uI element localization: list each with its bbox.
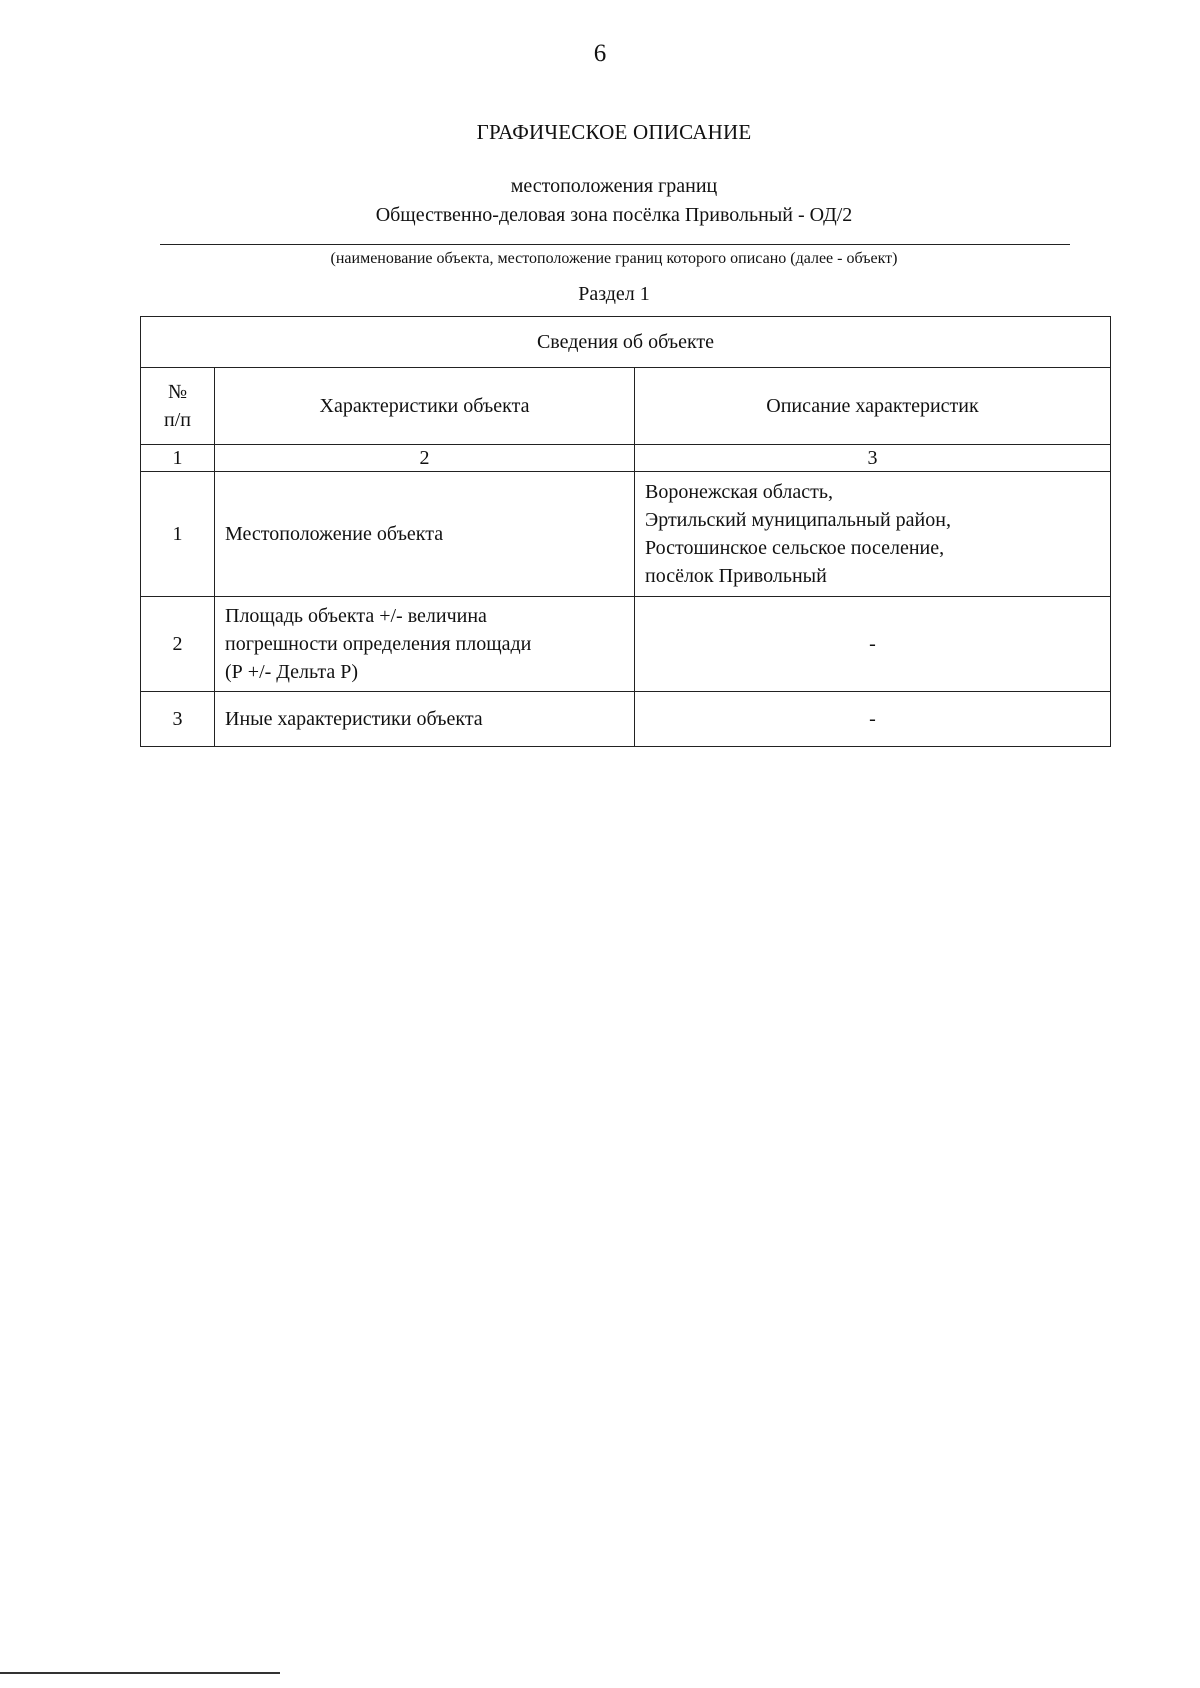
description-line: Ростошинское сельское поселение, [645, 537, 945, 559]
row-number: 3 [141, 692, 215, 747]
column-header-row [141, 368, 1111, 445]
section-label: Раздел 1 [578, 283, 650, 305]
column-header-number [141, 368, 215, 445]
row-characteristic: Местоположение объекта [215, 472, 635, 597]
row-characteristic [215, 597, 635, 692]
column-number-row [141, 445, 1111, 472]
column-header-number-sign: № [167, 381, 188, 403]
page-number: 6 [593, 40, 607, 67]
object-name-caption: (наименование объекта, местоположение границ которого описано (далее - объект) [330, 250, 898, 267]
column-number-2: 2 [215, 445, 635, 472]
object-name-underline [160, 244, 1070, 245]
table-row [141, 472, 1111, 597]
document-title: ГРАФИЧЕСКОЕ ОПИСАНИЕ [476, 120, 752, 144]
description-line: посёлок Привольный [645, 565, 827, 587]
characteristic-line: (Р +/- Дельта Р) [225, 661, 359, 683]
row-description [635, 472, 1111, 597]
row-characteristic: Иные характеристики объекта [215, 692, 635, 747]
row-number: 2 [141, 597, 215, 692]
table-row [141, 692, 1111, 747]
column-header-characteristics: Характеристики объекта [215, 368, 635, 445]
row-description: - [635, 692, 1111, 747]
row-description: - [635, 597, 1111, 692]
characteristic-line: погрешности определения площади [225, 633, 532, 655]
table-header: Сведения об объекте [141, 317, 1111, 368]
description-line: Воронежская область, [645, 481, 834, 503]
description-line: Эртильский муниципальный район, [645, 509, 951, 531]
table-header-row [141, 317, 1111, 368]
object-info-table [140, 316, 1111, 747]
column-number-1: 1 [141, 445, 215, 472]
subtitle-line-1: местоположения границ [510, 175, 718, 197]
column-header-number-abbrev: п/п [164, 409, 191, 431]
column-header-description: Описание характеристик [635, 368, 1111, 445]
column-number-3: 3 [635, 445, 1111, 472]
table-row [141, 597, 1111, 692]
characteristic-line: Площадь объекта +/- величина [225, 605, 487, 627]
footer-rule [0, 1672, 280, 1674]
row-number: 1 [141, 472, 215, 597]
subtitle-line-2: Общественно-деловая зона посёлка Привольный - ОД/2 [375, 204, 853, 226]
